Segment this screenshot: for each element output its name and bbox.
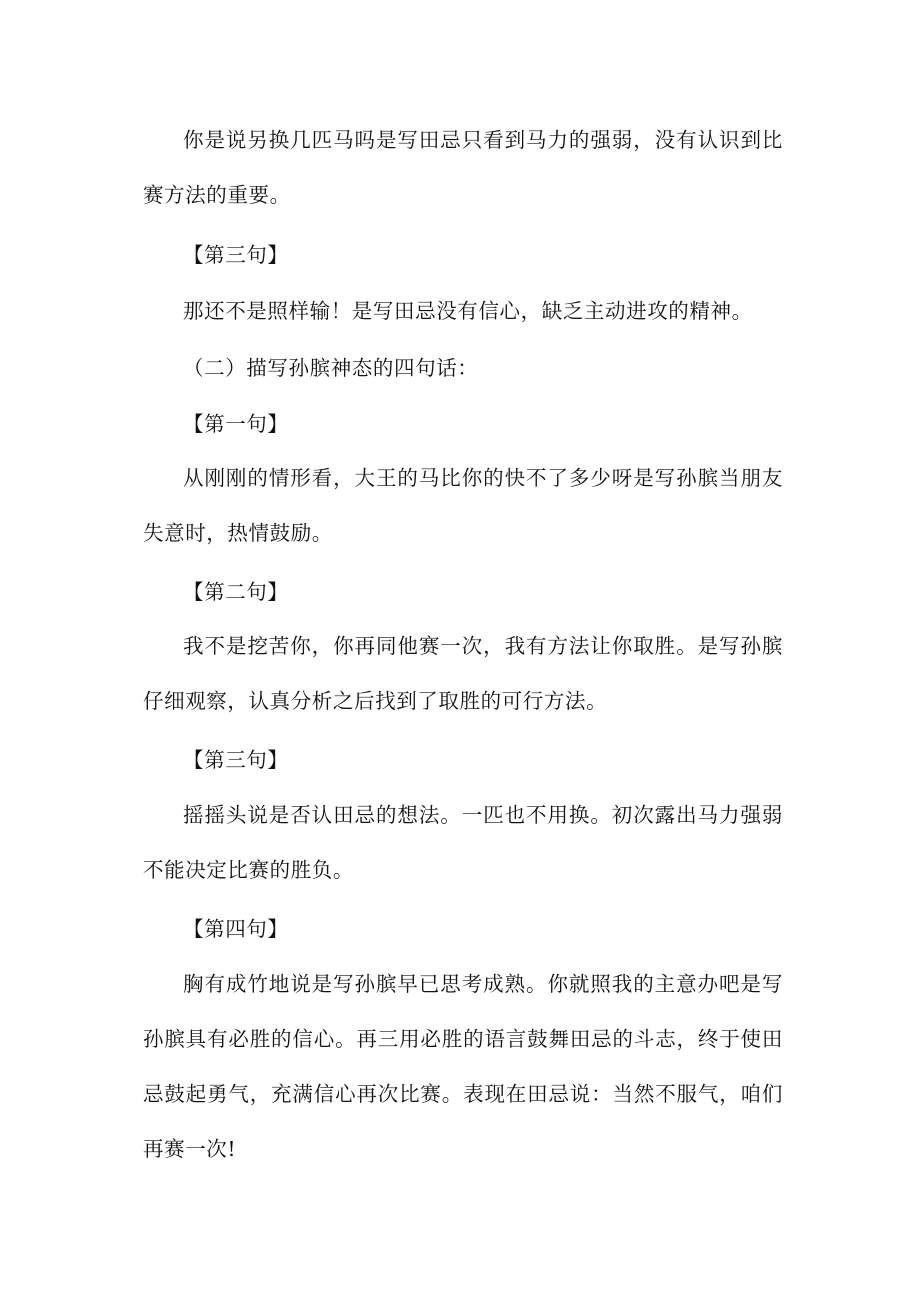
paragraph-sunbin-second: 我不是挖苦你，你再同他赛一次，我有方法让你取胜。是写孙膑仔细观察，认真分析之后找到了取胜的可行方法。	[143, 634, 783, 713]
heading-third-sentence: 【第三句】	[183, 243, 289, 267]
paragraph-tianji-first-reply: 你是说另换几匹马吗是写田忌只看到马力的强弱，没有认识到比赛方法的重要。	[143, 128, 783, 207]
heading-fourth-sentence: 【第四句】	[183, 917, 289, 941]
paragraph-tianji-third-reply: 那还不是照样输！是写田忌没有信心，缺乏主动进攻的精神。	[183, 299, 753, 323]
heading-second-sentence: 【第二句】	[183, 580, 289, 604]
heading-third-sentence-sunbin: 【第三句】	[183, 748, 289, 772]
section-heading-sunbin-expressions: （二）描写孙膑神态的四句话：	[183, 356, 479, 380]
heading-first-sentence: 【第一句】	[183, 412, 289, 436]
paragraph-sunbin-third: 摇摇头说是否认田忌的想法。一匹也不用换。初次露出马力强弱不能决定比赛的胜负。	[143, 803, 783, 882]
paragraph-sunbin-first: 从刚刚的情形看，大王的马比你的快不了多少呀是写孙膑当朋友失意时，热情鼓励。	[143, 466, 783, 545]
paragraph-sunbin-fourth: 胸有成竹地说是写孙膑早已思考成熟。你就照我的主意办吧是写孙膑具有必胜的信心。再三用必胜的语言鼓舞田忌的斗志，终于使田忌鼓起勇气，充满信心再次比赛。表现在田忌说：当然不服气，咱们再赛一次!	[143, 972, 783, 1161]
